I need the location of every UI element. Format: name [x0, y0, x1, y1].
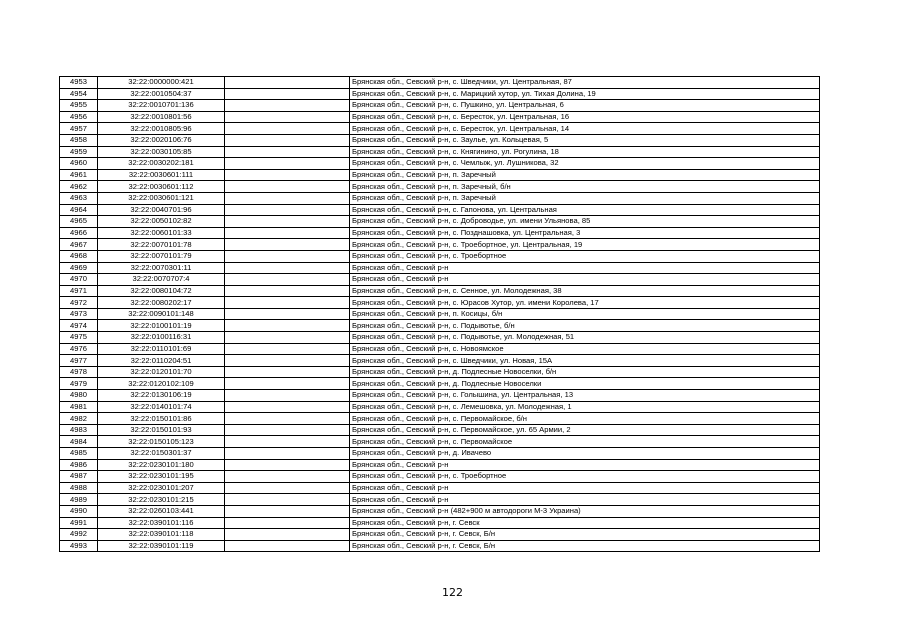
table-row	[60, 204, 820, 216]
row-number-cell: 4980	[60, 390, 98, 402]
empty-cell	[225, 250, 350, 262]
empty-cell	[225, 343, 350, 355]
address-cell: Брянская обл., Севский р-н, г. Севск, Б/н	[350, 529, 820, 541]
empty-cell	[225, 494, 350, 506]
address-cell: Брянская обл., Севский р-н, с. Шведчики, ул. Новая, 15А	[350, 355, 820, 367]
table-row	[60, 111, 820, 123]
address-cell: Брянская обл., Севский р-н, с. Чемлыж, ул. Лушникова, 32	[350, 158, 820, 170]
table-row	[60, 77, 820, 89]
table-row	[60, 378, 820, 390]
cadastral-number-cell: 32:22:0230101:207	[98, 482, 225, 494]
row-number-cell: 4977	[60, 355, 98, 367]
address-cell: Брянская обл., Севский р-н (482+900 м автодороги М-3 Украина)	[350, 505, 820, 517]
address-cell: Брянская обл., Севский р-н, с. Береcток, ул. Центральная, 14	[350, 123, 820, 135]
empty-cell	[225, 239, 350, 251]
cadastral-number-cell: 32:22:0150105:123	[98, 436, 225, 448]
empty-cell	[225, 355, 350, 367]
table-row	[60, 216, 820, 228]
cadastral-number-cell: 32:22:0070101:79	[98, 250, 225, 262]
empty-cell	[225, 436, 350, 448]
row-number-cell: 4985	[60, 448, 98, 460]
empty-cell	[225, 413, 350, 425]
empty-cell	[225, 540, 350, 552]
table-row	[60, 169, 820, 181]
table-row	[60, 158, 820, 170]
cadastral-number-cell: 32:22:0030105:85	[98, 146, 225, 158]
row-number-cell: 4967	[60, 239, 98, 251]
cadastral-number-cell: 32:22:0070707:4	[98, 274, 225, 286]
table-row	[60, 540, 820, 552]
row-number-cell: 4986	[60, 459, 98, 471]
cadastral-number-cell: 32:22:0390101:118	[98, 529, 225, 541]
row-number-cell: 4968	[60, 250, 98, 262]
cadastral-number-cell: 32:22:0150101:86	[98, 413, 225, 425]
empty-cell	[225, 77, 350, 89]
empty-cell	[225, 529, 350, 541]
address-cell: Брянская обл., Севский р-н, с. Заулье, ул. Кольцевая, 5	[350, 134, 820, 146]
table-row	[60, 471, 820, 483]
row-number-cell: 4972	[60, 297, 98, 309]
cadastral-number-cell: 32:22:0230101:180	[98, 459, 225, 471]
table-row	[60, 227, 820, 239]
row-number-cell: 4961	[60, 169, 98, 181]
empty-cell	[225, 401, 350, 413]
cadastral-number-cell: 32:22:0110101:69	[98, 343, 225, 355]
table-row	[60, 390, 820, 402]
empty-cell	[225, 181, 350, 193]
table-row	[60, 366, 820, 378]
cadastral-number-cell: 32:22:0030601:112	[98, 181, 225, 193]
table-row	[60, 100, 820, 112]
address-cell: Брянская обл., Севский р-н, п. Заречный, б/н	[350, 181, 820, 193]
row-number-cell: 4993	[60, 540, 98, 552]
row-number-cell: 4958	[60, 134, 98, 146]
cadastral-number-cell: 32:22:0140101:74	[98, 401, 225, 413]
cadastral-number-cell: 32:22:0070101:78	[98, 239, 225, 251]
address-cell: Брянская обл., Севский р-н, с. Позднашовка, ул. Центральная, 3	[350, 227, 820, 239]
cadastral-number-cell: 32:22:0110204:51	[98, 355, 225, 367]
cadastral-number-cell: 32:22:0010801:56	[98, 111, 225, 123]
empty-cell	[225, 366, 350, 378]
table-row	[60, 505, 820, 517]
cadastral-number-cell: 32:22:0390101:119	[98, 540, 225, 552]
row-number-cell: 4970	[60, 274, 98, 286]
address-cell: Брянская обл., Севский р-н, с. Новоямское	[350, 343, 820, 355]
row-number-cell: 4989	[60, 494, 98, 506]
address-cell: Брянская обл., Севский р-н	[350, 482, 820, 494]
row-number-cell: 4991	[60, 517, 98, 529]
address-cell: Брянская обл., Севский р-н, с. Подывотье, б/н	[350, 320, 820, 332]
table-row	[60, 482, 820, 494]
row-number-cell: 4981	[60, 401, 98, 413]
page-number: 122	[442, 586, 463, 599]
registry-table-body	[60, 77, 820, 552]
table-row	[60, 134, 820, 146]
empty-cell	[225, 332, 350, 344]
cadastral-number-cell: 32:22:0230101:195	[98, 471, 225, 483]
empty-cell	[225, 390, 350, 402]
address-cell: Брянская обл., Севский р-н, с. Первомайское, ул. 65 Армии, 2	[350, 424, 820, 436]
row-number-cell: 4975	[60, 332, 98, 344]
address-cell: Брянская обл., Севский р-н, с. Троебортное, ул. Центральная, 19	[350, 239, 820, 251]
row-number-cell: 4953	[60, 77, 98, 89]
row-number-cell: 4962	[60, 181, 98, 193]
table-row	[60, 262, 820, 274]
row-number-cell: 4983	[60, 424, 98, 436]
empty-cell	[225, 505, 350, 517]
address-cell: Брянская обл., Севский р-н, д. Подлесные Новоселки	[350, 378, 820, 390]
address-cell: Брянская обл., Севский р-н, с. Доброводье, ул. имени Ульянова, 85	[350, 216, 820, 228]
address-cell: Брянская обл., Севский р-н, п. Косицы, б/н	[350, 308, 820, 320]
empty-cell	[225, 227, 350, 239]
empty-cell	[225, 320, 350, 332]
table-row	[60, 297, 820, 309]
row-number-cell: 4984	[60, 436, 98, 448]
row-number-cell: 4963	[60, 192, 98, 204]
row-number-cell: 4988	[60, 482, 98, 494]
table-row	[60, 436, 820, 448]
address-cell: Брянская обл., Севский р-н, д. Подлесные Новоселки, б/н	[350, 366, 820, 378]
table-row	[60, 401, 820, 413]
table-row	[60, 459, 820, 471]
row-number-cell: 4990	[60, 505, 98, 517]
cadastral-number-cell: 32:22:0150301:37	[98, 448, 225, 460]
address-cell: Брянская обл., Севский р-н, г. Севск	[350, 517, 820, 529]
address-cell: Брянская обл., Севский р-н, п. Заречный	[350, 169, 820, 181]
address-cell: Брянская обл., Севский р-н, с. Троебортное	[350, 250, 820, 262]
table-row	[60, 494, 820, 506]
empty-cell	[225, 216, 350, 228]
cadastral-number-cell: 32:22:0030601:111	[98, 169, 225, 181]
row-number-cell: 4960	[60, 158, 98, 170]
cadastral-number-cell: 32:22:0020106:76	[98, 134, 225, 146]
empty-cell	[225, 146, 350, 158]
empty-cell	[225, 158, 350, 170]
address-cell: Брянская обл., Севский р-н, с. Пушкино, ул. Центральная, 6	[350, 100, 820, 112]
row-number-cell: 4971	[60, 285, 98, 297]
cadastral-number-cell: 32:22:0070301:11	[98, 262, 225, 274]
empty-cell	[225, 192, 350, 204]
cadastral-number-cell: 32:22:0030202:181	[98, 158, 225, 170]
registry-table	[59, 76, 820, 552]
cadastral-number-cell: 32:22:0040701:96	[98, 204, 225, 216]
cadastral-number-cell: 32:22:0230101:215	[98, 494, 225, 506]
address-cell: Брянская обл., Севский р-н, с. Лемешовка, ул. Молодежная, 1	[350, 401, 820, 413]
row-number-cell: 4987	[60, 471, 98, 483]
row-number-cell: 4956	[60, 111, 98, 123]
empty-cell	[225, 285, 350, 297]
table-row	[60, 424, 820, 436]
row-number-cell: 4982	[60, 413, 98, 425]
table-row	[60, 285, 820, 297]
table-row	[60, 123, 820, 135]
row-number-cell: 4965	[60, 216, 98, 228]
cadastral-number-cell: 32:22:0050102:82	[98, 216, 225, 228]
address-cell: Брянская обл., Севский р-н, с. Марицкий хутор, ул. Тихая Долина, 19	[350, 88, 820, 100]
address-cell: Брянская обл., Севский р-н, с. Княгинино, ул. Рогулина, 18	[350, 146, 820, 158]
cadastral-number-cell: 32:22:0150101:93	[98, 424, 225, 436]
cadastral-number-cell: 32:22:0010805:96	[98, 123, 225, 135]
row-number-cell: 4976	[60, 343, 98, 355]
empty-cell	[225, 448, 350, 460]
table-row	[60, 413, 820, 425]
table-row	[60, 239, 820, 251]
table-row	[60, 529, 820, 541]
empty-cell	[225, 111, 350, 123]
cadastral-number-cell: 32:22:0130106:19	[98, 390, 225, 402]
address-cell: Брянская обл., Севский р-н, п. Заречный	[350, 192, 820, 204]
table-row	[60, 320, 820, 332]
row-number-cell: 4966	[60, 227, 98, 239]
row-number-cell: 4979	[60, 378, 98, 390]
row-number-cell: 4964	[60, 204, 98, 216]
empty-cell	[225, 123, 350, 135]
empty-cell	[225, 88, 350, 100]
empty-cell	[225, 471, 350, 483]
empty-cell	[225, 274, 350, 286]
table-row	[60, 517, 820, 529]
table-row	[60, 355, 820, 367]
address-cell: Брянская обл., Севский р-н	[350, 262, 820, 274]
row-number-cell: 4954	[60, 88, 98, 100]
address-cell: Брянская обл., Севский р-н, с. Первомайское	[350, 436, 820, 448]
table-row	[60, 448, 820, 460]
table-row	[60, 332, 820, 344]
empty-cell	[225, 459, 350, 471]
row-number-cell: 4969	[60, 262, 98, 274]
address-cell: Брянская обл., Севский р-н, д. Ивачево	[350, 448, 820, 460]
cadastral-number-cell: 32:22:0010701:136	[98, 100, 225, 112]
empty-cell	[225, 100, 350, 112]
cadastral-number-cell: 32:22:0390101:116	[98, 517, 225, 529]
cadastral-number-cell: 32:22:0030601:121	[98, 192, 225, 204]
row-number-cell: 4959	[60, 146, 98, 158]
address-cell: Брянская обл., Севский р-н	[350, 274, 820, 286]
empty-cell	[225, 517, 350, 529]
empty-cell	[225, 308, 350, 320]
cadastral-number-cell: 32:22:0260103:441	[98, 505, 225, 517]
empty-cell	[225, 297, 350, 309]
table-row	[60, 274, 820, 286]
row-number-cell: 4955	[60, 100, 98, 112]
cadastral-number-cell: 32:22:0060101:33	[98, 227, 225, 239]
empty-cell	[225, 262, 350, 274]
empty-cell	[225, 378, 350, 390]
cadastral-number-cell: 32:22:0120101:70	[98, 366, 225, 378]
cadastral-number-cell: 32:22:0000000:421	[98, 77, 225, 89]
address-cell: Брянская обл., Севский р-н, с. Подывотье, ул. Молодежная, 51	[350, 332, 820, 344]
empty-cell	[225, 482, 350, 494]
cadastral-number-cell: 32:22:0100101:19	[98, 320, 225, 332]
address-cell: Брянская обл., Севский р-н, с. Гапонова, ул. Центральная	[350, 204, 820, 216]
address-cell: Брянская обл., Севский р-н, с. Сенное, ул. Молодежная, 38	[350, 285, 820, 297]
address-cell: Брянская обл., Севский р-н, с. Первомайское, б/н	[350, 413, 820, 425]
address-cell: Брянская обл., Севский р-н, с. Шведчики, ул. Центральная, 87	[350, 77, 820, 89]
address-cell: Брянская обл., Севский р-н, с. Троебортное	[350, 471, 820, 483]
cadastral-number-cell: 32:22:0120102:109	[98, 378, 225, 390]
address-cell: Брянская обл., Севский р-н	[350, 459, 820, 471]
cadastral-number-cell: 32:22:0080202:17	[98, 297, 225, 309]
address-cell: Брянская обл., Севский р-н, с. Береcток, ул. Центральная, 16	[350, 111, 820, 123]
empty-cell	[225, 204, 350, 216]
cadastral-number-cell: 32:22:0100116:31	[98, 332, 225, 344]
empty-cell	[225, 134, 350, 146]
address-cell: Брянская обл., Севский р-н, г. Севск, Б/н	[350, 540, 820, 552]
cadastral-number-cell: 32:22:0080104:72	[98, 285, 225, 297]
row-number-cell: 4992	[60, 529, 98, 541]
row-number-cell: 4974	[60, 320, 98, 332]
table-row	[60, 343, 820, 355]
empty-cell	[225, 424, 350, 436]
empty-cell	[225, 169, 350, 181]
row-number-cell: 4973	[60, 308, 98, 320]
table-row	[60, 308, 820, 320]
table-row	[60, 192, 820, 204]
table-row	[60, 146, 820, 158]
address-cell: Брянская обл., Севский р-н, с. Голышина, ул. Центральная, 13	[350, 390, 820, 402]
address-cell: Брянская обл., Севский р-н, с. Юрасов Хутор, ул. имени Королева, 17	[350, 297, 820, 309]
address-cell: Брянская обл., Севский р-н	[350, 494, 820, 506]
row-number-cell: 4957	[60, 123, 98, 135]
table-row	[60, 88, 820, 100]
table-row	[60, 181, 820, 193]
table-row	[60, 250, 820, 262]
cadastral-number-cell: 32:22:0090101:148	[98, 308, 225, 320]
row-number-cell: 4978	[60, 366, 98, 378]
cadastral-number-cell: 32:22:0010504:37	[98, 88, 225, 100]
